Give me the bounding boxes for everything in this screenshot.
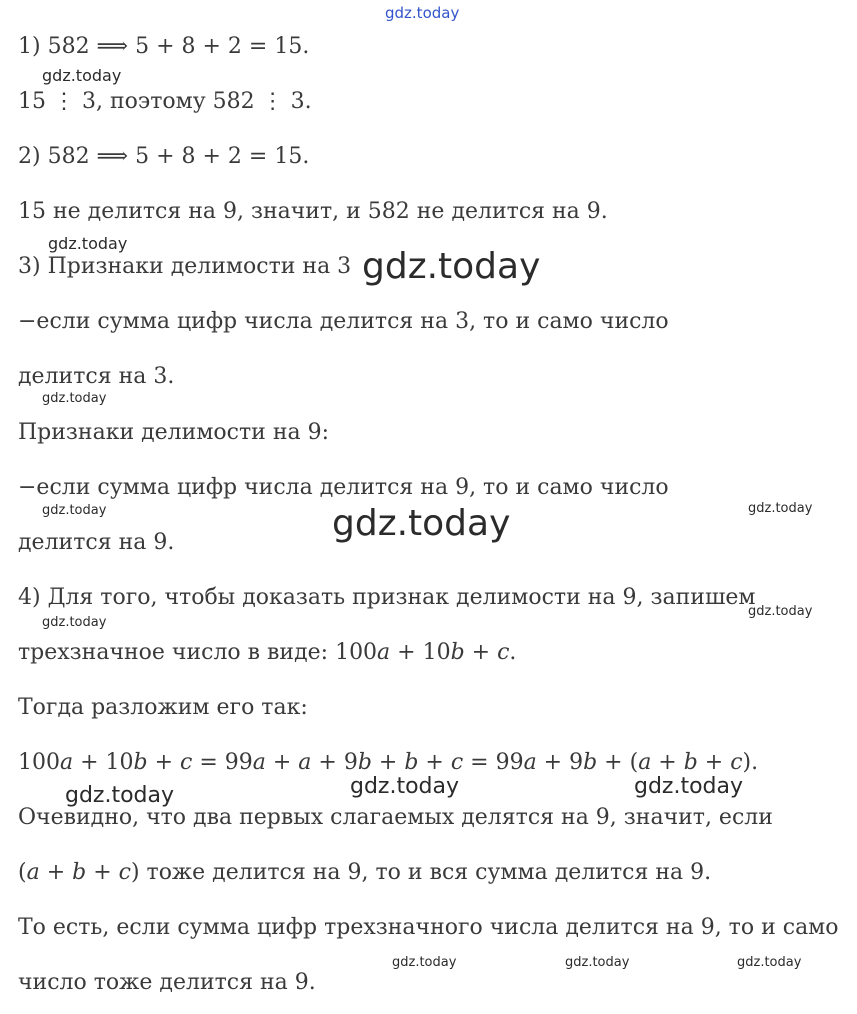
text-line-4: 15 не делится на 9, значит, и 582 не делится на 9. [18,199,608,224]
text-line-14: 100𝑎 + 10𝑏 + 𝑐 = 99𝑎 + 𝑎 + 9𝑏 + 𝑏 + 𝑐 = 99𝑎 + 9𝑏 + (𝑎 + 𝑏 + 𝑐). [18,750,759,775]
text-line-10: делится на 9. [18,530,175,555]
watermark: gdz.today [565,955,630,970]
text-line-9: −если сумма цифр числа делится на 9, то и само число [18,475,669,500]
watermark-large: gdz.today [362,246,541,287]
text-line-3: 2) 582 ⟹ 5 + 8 + 2 = 15. [18,144,310,169]
watermark-top: gdz.today [385,4,460,22]
watermark: gdz.today [634,774,744,799]
text-line-1: 1) 582 ⟹ 5 + 8 + 2 = 15. [18,34,310,59]
text-line-7: делится на 3. [18,364,175,389]
watermark: gdz.today [42,391,107,406]
text-line-11: 4) Для того, чтобы доказать признак делимости на 9, запишем [18,585,756,610]
watermark: gdz.today [748,604,813,619]
text-line-2: 15 ⋮ 3, поэтому 582 ⋮ 3. [18,89,312,114]
watermark: gdz.today [48,234,128,253]
watermark: gdz.today [42,503,107,518]
watermark: gdz.today [392,955,457,970]
watermark-large: gdz.today [332,503,511,544]
text-line-18: число тоже делится на 9. [18,970,316,995]
watermark: gdz.today [748,501,813,516]
text-line-13: Тогда разложим его так: [18,695,308,720]
text-line-8: Признаки делимости на 9: [18,420,330,445]
watermark: gdz.today [737,955,802,970]
text-line-6: −если сумма цифр числа делится на 3, то и само число [18,309,669,334]
watermark: gdz.today [350,774,460,799]
text-line-5: 3) Признаки делимости на 3 [18,254,352,279]
watermark: gdz.today [42,615,107,630]
text-line-12: трехзначное число в виде: 100𝑎 + 10𝑏 + 𝑐. [18,640,517,665]
text-line-16: (𝑎 + 𝑏 + 𝑐) тоже делится на 9, то и вся сумма делится на 9. [18,860,712,885]
text-line-15: Очевидно, что два первых слагаемых делятся на 9, значит, если [18,805,773,830]
watermark: gdz.today [42,66,122,85]
text-line-17: То есть, если сумма цифр трехзначного числа делится на 9, то и само [18,915,839,940]
watermark: gdz.today [65,783,175,808]
